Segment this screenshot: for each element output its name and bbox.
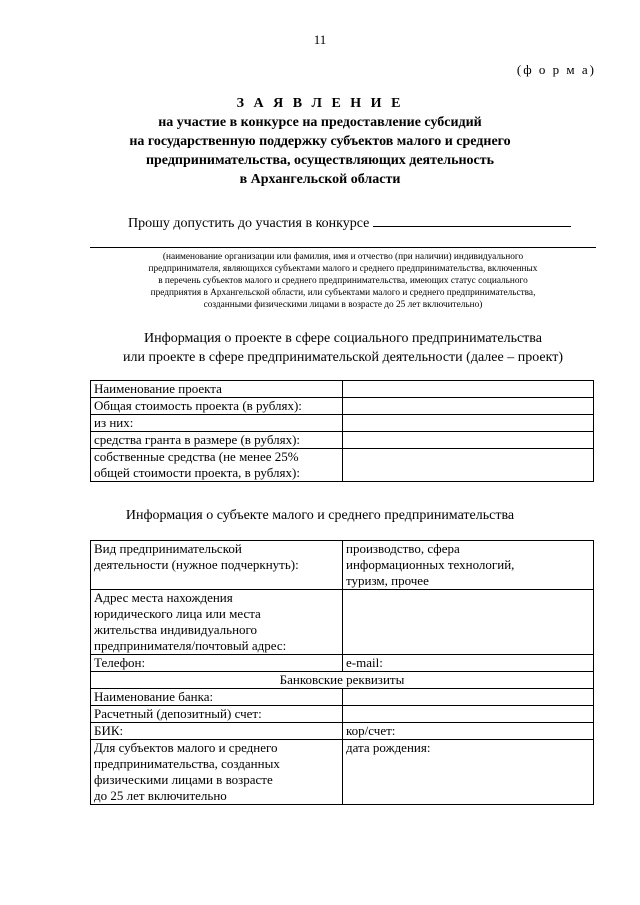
table-label [91, 449, 343, 482]
table-label: Расчетный (депозитный) счет: [91, 706, 343, 723]
bik-field[interactable]: БИК: [91, 723, 343, 740]
page-number: 11 [313, 32, 327, 47]
label-line: физическими лицами в возрасте [94, 772, 273, 787]
table-row [91, 590, 594, 655]
bank-name-field[interactable] [343, 689, 594, 706]
corr-account-field[interactable]: кор/счет: [343, 723, 594, 740]
note-line: предпринимателя, являющихся субъектами малого и среднего предпринимательства, включенных [148, 264, 538, 274]
email-field[interactable]: e-mail: [343, 655, 594, 672]
contest-name-field[interactable] [373, 213, 571, 227]
section-heading-line: Информация о проекте в сфере социального предпринимательства [144, 331, 542, 346]
request-line [128, 213, 571, 232]
section-entity-heading: Информация о субъекте малого и среднего предпринимательства [125, 508, 515, 523]
label-line: Для субъектов малого и среднего [94, 740, 278, 755]
label-line: предпринимателя/почтовый адрес: [94, 638, 287, 653]
label-line: Вид предпринимательской [94, 541, 242, 556]
table-row [91, 541, 594, 590]
option-line: информационных технологий, [346, 557, 515, 572]
title-line: на государственную поддержку субъектов малого и среднего [129, 134, 511, 149]
entity-table [90, 540, 594, 805]
title-line: на участие в конкурсе на предоставление субсидий [158, 115, 482, 130]
table-label: Наименование банка: [91, 689, 343, 706]
empty-cell [343, 415, 594, 432]
table-row [91, 381, 594, 398]
form-mark: (ф о р м а) [516, 62, 596, 77]
note-line: созданными физическими лицами в возрасте до 25 лет включительно) [203, 300, 483, 310]
option-line: туризм, прочее [346, 573, 429, 588]
project-name-field[interactable] [343, 381, 594, 398]
option-line: производство, сфера [346, 541, 460, 556]
bank-details-header: Банковские реквизиты [91, 672, 594, 689]
title-line: в Архангельской области [239, 172, 401, 187]
applicant-name-field[interactable] [90, 247, 596, 248]
table-row [91, 449, 594, 482]
document-title [90, 94, 550, 189]
table-label [91, 541, 343, 590]
label-line: до 25 лет включительно [94, 788, 227, 803]
request-text: Прошу допустить до участия в конкурсе [128, 216, 370, 231]
label-line: предпринимательства, созданных [94, 756, 280, 771]
table-label: средства гранта в размере (в рублях): [91, 432, 343, 449]
project-cost-field[interactable] [343, 398, 594, 415]
title-line: предпринимательства, осуществляющих деятельность [145, 153, 495, 168]
title-line: З А Я В Л Е Н И Е [236, 96, 404, 111]
table-row [91, 740, 594, 805]
table-row [91, 432, 594, 449]
table-label [91, 740, 343, 805]
note-line: (наименование организации или фамилия, имя и отчество (при наличии) индивидуального [162, 252, 524, 262]
project-table [90, 380, 594, 482]
table-label: Наименование проекта [91, 381, 343, 398]
table-row [91, 672, 594, 689]
label-line: общей стоимости проекта, в рублях): [94, 465, 300, 480]
own-funds-field[interactable] [343, 449, 594, 482]
phone-field[interactable]: Телефон: [91, 655, 343, 672]
table-row [91, 398, 594, 415]
address-field[interactable] [343, 590, 594, 655]
grant-amount-field[interactable] [343, 432, 594, 449]
activity-options[interactable] [343, 541, 594, 590]
label-line: жительства индивидуального [94, 622, 258, 637]
birth-date-field[interactable]: дата рождения: [343, 740, 594, 805]
label-line: юридического лица или места [94, 606, 261, 621]
note-line: в перечень субъектов малого и среднего предпринимательства, имеющих статус социального [158, 276, 528, 286]
account-field[interactable] [343, 706, 594, 723]
label-line: деятельности (нужное подчеркнуть): [94, 557, 299, 572]
section-project-heading [88, 329, 598, 367]
section-heading-line: или проекте в сфере предпринимательской деятельности (далее – проект) [123, 350, 563, 365]
table-row [91, 689, 594, 706]
label-line: собственные средства (не менее 25% [94, 449, 299, 464]
applicant-note [100, 251, 586, 311]
table-row [91, 655, 594, 672]
label-line: Адрес места нахождения [94, 590, 233, 605]
table-row [91, 723, 594, 740]
table-row [91, 415, 594, 432]
table-label [91, 590, 343, 655]
table-label: Общая стоимость проекта (в рублях): [91, 398, 343, 415]
note-line: предприятия в Архангельской области, или субъектами малого и среднего предпринимательства, [150, 288, 536, 298]
table-label: из них: [91, 415, 343, 432]
table-row [91, 706, 594, 723]
